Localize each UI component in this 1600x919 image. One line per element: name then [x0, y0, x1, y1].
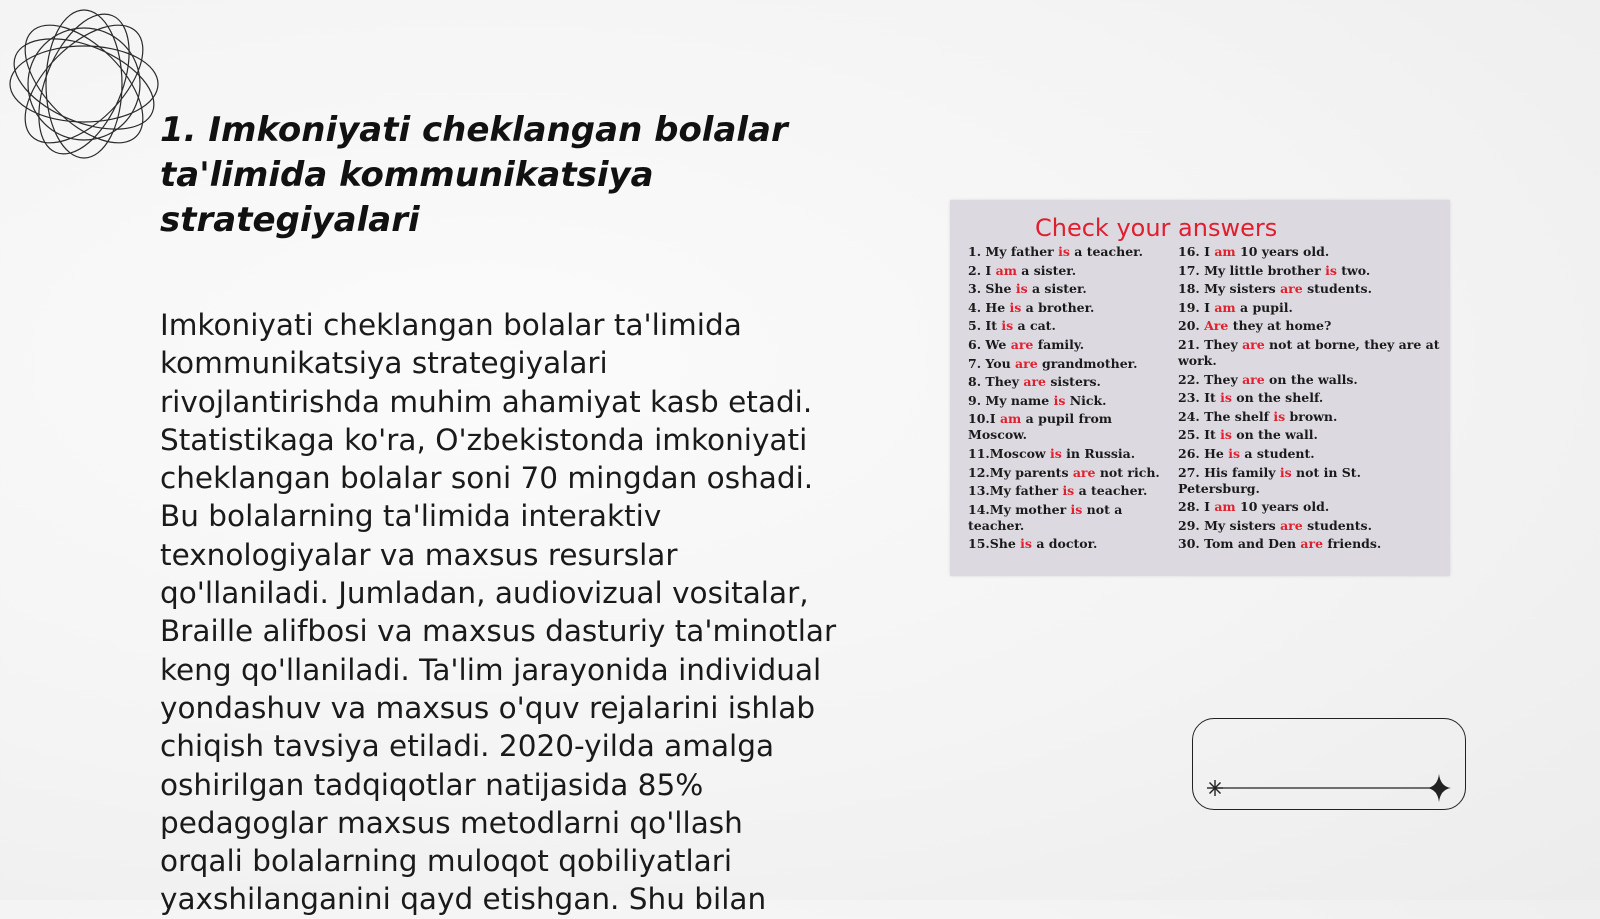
answer-text: 5. It — [968, 318, 1002, 334]
answer-text: 10.I — [968, 411, 1000, 427]
answer-item — [968, 356, 1173, 372]
answer-verb-highlight: is — [1015, 281, 1028, 297]
answer-verb-highlight: is — [1279, 464, 1292, 480]
answer-text: 25. It — [1178, 427, 1221, 443]
answer-text: on the shelf. — [1231, 390, 1324, 406]
answer-text: a student. — [1240, 445, 1315, 461]
answer-verb-highlight: is — [1050, 445, 1062, 461]
answer-text: 26. He — [1178, 445, 1229, 461]
answer-verb-highlight: is — [1020, 536, 1032, 552]
answer-text: a pupil. — [1235, 299, 1293, 315]
answer-item — [1178, 372, 1440, 388]
answer-text: a cat. — [1013, 318, 1056, 334]
answer-text: a sister. — [1027, 281, 1087, 297]
answer-text: on the wall. — [1231, 427, 1318, 443]
answer-text: 21. They — [1178, 336, 1243, 352]
answer-verb-highlight: am — [1214, 299, 1236, 315]
answer-item — [968, 281, 1173, 297]
decorative-frame — [1192, 718, 1466, 810]
answer-item — [968, 446, 1173, 462]
answer-key-image — [950, 200, 1450, 576]
answer-text: 10 years old. — [1235, 499, 1330, 515]
answer-text: 4. He — [968, 299, 1010, 315]
answer-verb-highlight: is — [1220, 427, 1232, 443]
answer-verb-highlight: are — [1072, 464, 1096, 480]
answer-text: 14.My mother — [968, 501, 1071, 517]
answer-item — [968, 536, 1173, 552]
answer-item — [1178, 518, 1440, 534]
answer-text: family. — [1033, 336, 1085, 352]
answer-text: in Russia. — [1061, 445, 1136, 461]
answer-text: 27. His family — [1178, 464, 1280, 480]
answer-verb-highlight: Are — [1204, 318, 1229, 334]
answer-verb-highlight: is — [1220, 390, 1232, 406]
answer-item — [1178, 536, 1440, 552]
answer-text: a teacher. — [1074, 483, 1148, 499]
answer-text: 22. They — [1178, 371, 1243, 387]
answer-text: 19. I — [1178, 299, 1215, 315]
answer-item — [1178, 318, 1440, 334]
answer-text: 11.Moscow — [968, 445, 1051, 461]
answer-verb-highlight: is — [1001, 318, 1014, 334]
answer-text: not a teacher. — [968, 501, 1123, 533]
answer-item — [968, 318, 1173, 334]
answer-text: 6. We — [968, 336, 1011, 352]
wireframe-sphere-icon — [8, 8, 160, 160]
answer-verb-highlight: are — [1280, 517, 1303, 533]
answer-verb-highlight: is — [1053, 392, 1066, 408]
answer-item — [1178, 390, 1440, 406]
answer-text: grandmother. — [1037, 355, 1138, 371]
slide-title: 1. Imkoniyati cheklangan bolalar ta'limida kommunikatsiya strategiyalari — [160, 110, 788, 240]
answer-text: 9. My name — [968, 392, 1054, 408]
answer-text: 1. My father — [968, 244, 1059, 259]
answer-item — [968, 263, 1173, 279]
answer-verb-highlight: is — [1070, 501, 1083, 517]
answer-verb-highlight: are — [1280, 281, 1303, 297]
answer-text: not in St. Petersburg. — [1178, 464, 1361, 496]
answer-item — [1178, 281, 1440, 297]
answer-verb-highlight: are — [1015, 355, 1038, 371]
answer-verb-highlight: is — [1325, 262, 1337, 278]
answer-item — [968, 483, 1173, 499]
answer-text: 2. I — [968, 262, 996, 278]
answer-item — [968, 465, 1173, 481]
answer-item — [1178, 244, 1440, 260]
answer-text: students. — [1302, 281, 1372, 297]
answer-text: a pupil from Moscow. — [968, 411, 1113, 443]
answer-text: 15.She — [968, 536, 1021, 552]
answer-text: 12.My parents — [968, 464, 1073, 480]
answer-text: not at borne, they are at work. — [1178, 336, 1440, 368]
answer-text: not rich. — [1095, 464, 1160, 480]
answer-verb-highlight: are — [1300, 536, 1324, 552]
answer-verb-highlight: are — [1010, 336, 1034, 352]
answer-text: 3. She — [968, 281, 1016, 297]
answer-verb-highlight: am — [995, 262, 1017, 278]
answer-item — [968, 393, 1173, 409]
answer-text: students. — [1302, 517, 1372, 533]
answer-column-right — [1178, 244, 1440, 555]
answer-item — [1178, 300, 1440, 316]
answer-text: 30. Tom and Den — [1178, 536, 1301, 552]
slide-body-text: Imkoniyati cheklangan bolalar ta'limida kommunikatsiya strategiyalari rivojlantirishda muhim ahamiyat kasb etadi. Statistikaga ko'ra, O'zbekistonda imkoniyati cheklangan bolalar soni 70 mingdan oshadi. Bu bolalarning ta'limida interaktiv texnologiyalar va maxsus resurslar qo'llaniladi. Jumladan, audiovizual vositalar, Braille alifbosi va maxsus dasturiy ta'minotlar keng qo'llaniladi. Ta'lim jarayonida individual yondashuv va maxsus o'quv rejalarini ishlab chiqish tavsiya etiladi. 2020-yilda amalga oshirilgan tadqiqotlar natijasida 85% pedagoglar maxsus metodlarni qo'llash orqali bolalarning muloqot qobiliyatlari yaxshilanganini qayd etishgan. Shu bilan — [160, 308, 837, 917]
answer-text: 23. It — [1178, 390, 1221, 406]
line-with-sparkles-icon — [1193, 719, 1465, 809]
answer-verb-highlight: is — [1058, 244, 1070, 259]
answer-text: 10 years old. — [1235, 244, 1330, 259]
answer-verb-highlight: is — [1009, 299, 1022, 315]
answer-text: a brother. — [1021, 299, 1095, 315]
answer-text: friends. — [1323, 536, 1382, 552]
answer-verb-highlight: are — [1242, 371, 1265, 387]
answer-text: two. — [1336, 262, 1371, 278]
answer-item — [968, 374, 1173, 390]
answer-text: 20. — [1178, 318, 1205, 334]
answer-item — [968, 411, 1173, 443]
answer-item — [1178, 465, 1440, 497]
answer-item — [1178, 427, 1440, 443]
answer-item — [1178, 337, 1440, 369]
answer-item — [1178, 263, 1440, 279]
answer-text: 24. The shelf — [1178, 408, 1274, 424]
answer-column-left — [968, 244, 1173, 555]
answer-item — [968, 244, 1173, 260]
answer-verb-highlight: am — [999, 411, 1022, 427]
answer-text: 7. You — [968, 355, 1016, 371]
answer-text: 18. My sisters — [1178, 281, 1281, 297]
answer-verb-highlight: am — [1214, 499, 1236, 515]
answer-text: 8. They — [968, 374, 1024, 390]
answer-item — [968, 300, 1173, 316]
answer-text: 13.My father — [968, 483, 1063, 499]
answer-text: Nick. — [1065, 392, 1107, 408]
answer-text: 17. My little brother — [1178, 262, 1326, 278]
answer-item — [1178, 446, 1440, 462]
answer-text: 28. I — [1178, 499, 1215, 515]
answer-text: they at home? — [1228, 318, 1332, 334]
answer-text: a teacher. — [1069, 244, 1143, 259]
answer-text: on the walls. — [1264, 371, 1358, 387]
answer-verb-highlight: are — [1242, 336, 1265, 352]
answer-verb-highlight: is — [1228, 445, 1241, 461]
answer-item — [968, 502, 1173, 534]
answer-verb-highlight: is — [1273, 408, 1286, 424]
answer-text: 29. My sisters — [1178, 517, 1281, 533]
answer-text: 16. I — [1178, 244, 1215, 259]
answer-item — [968, 337, 1173, 353]
answer-key-heading: Check your answers — [1035, 214, 1278, 242]
answer-text: a doctor. — [1031, 536, 1098, 552]
answer-verb-highlight: is — [1062, 483, 1075, 499]
answer-item — [1178, 499, 1440, 515]
answer-verb-highlight: am — [1214, 244, 1236, 259]
answer-text: brown. — [1285, 408, 1338, 424]
answer-text: sisters. — [1046, 374, 1101, 390]
answer-verb-highlight: are — [1023, 374, 1046, 390]
answer-text: a sister. — [1016, 262, 1077, 278]
answer-item — [1178, 409, 1440, 425]
